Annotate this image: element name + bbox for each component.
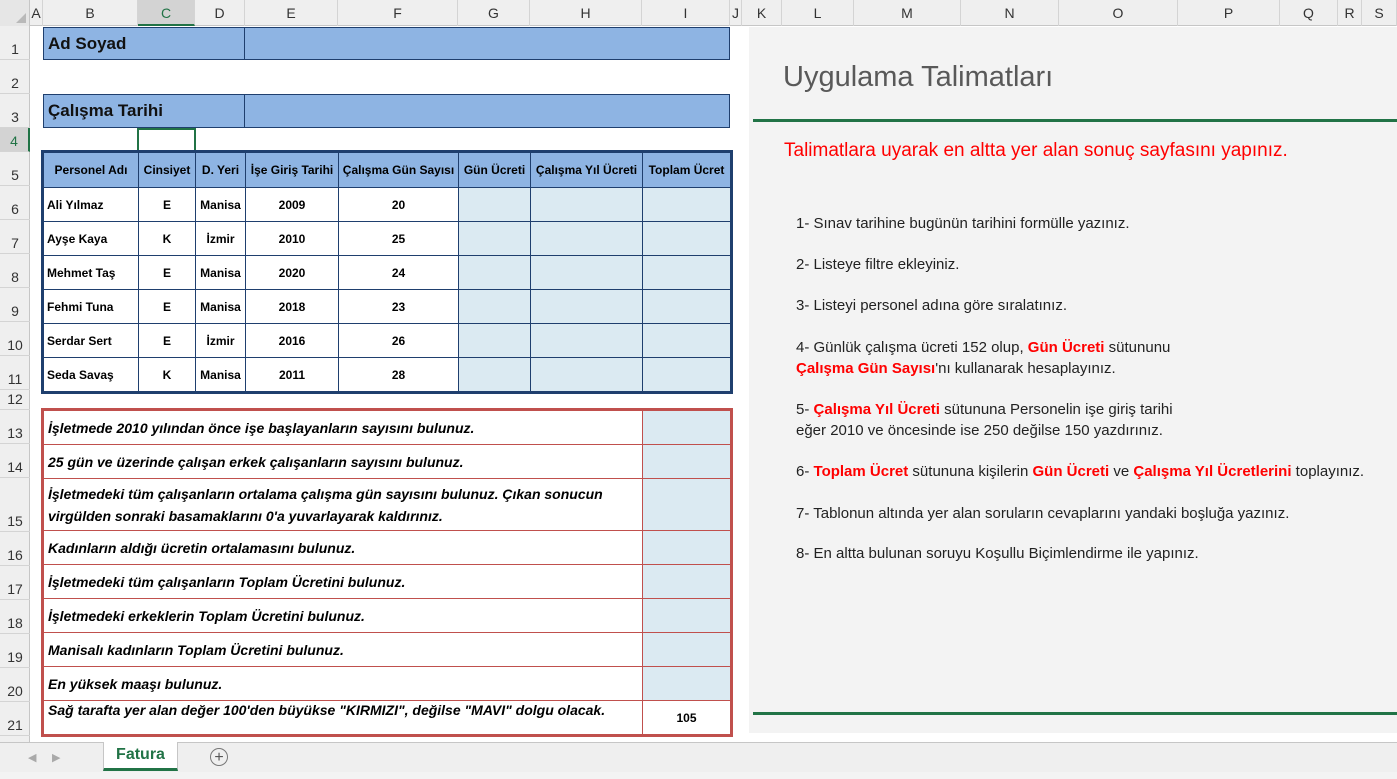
cell-total-wage[interactable] [643,290,731,324]
instruction-4-text: sütununu [1104,339,1171,356]
selected-cell-c4[interactable] [137,128,196,153]
name-input-cell[interactable] [244,27,730,60]
header-start-date[interactable]: İşe Giriş Tarihi [246,153,339,188]
cell-birthplace[interactable]: İzmir [196,222,246,256]
header-personnel-name[interactable]: Personel Adı [44,153,139,188]
table-row [44,256,731,290]
sheet-tab-fatura[interactable]: Fatura [103,742,178,771]
cell-name[interactable]: Fehmi Tuna [44,290,139,324]
column-header-d[interactable]: D [195,0,245,26]
column-header-r[interactable]: R [1338,0,1362,26]
column-header-j[interactable]: J [730,0,742,26]
answer-cell[interactable] [643,531,731,565]
answer-cell[interactable] [643,599,731,633]
cell-start-year[interactable]: 2020 [246,256,339,290]
answer-cell[interactable] [643,633,731,667]
cell-work-days[interactable]: 20 [339,188,459,222]
column-header-c[interactable]: C [138,0,195,26]
cell-gender[interactable]: K [139,222,196,256]
header-gender[interactable]: Cinsiyet [139,153,196,188]
cell-gender[interactable]: E [139,290,196,324]
panel-divider-top [753,119,1397,122]
cell-daily-wage[interactable] [459,290,531,324]
work-date-label-cell[interactable]: Çalışma Tarihi [43,94,246,128]
question-cell[interactable]: İşletmedeki tüm çalışanların Toplam Ücretini bulunuz. [44,565,643,599]
instruction-5 [796,399,1173,441]
question-cell[interactable]: Kadınların aldığı ücretin ortalamasını bulunuz. [44,531,643,565]
row-header-1[interactable]: 1 [0,26,30,60]
cell-daily-wage[interactable] [459,188,531,222]
cell-total-wage[interactable] [643,188,731,222]
question-row [44,599,731,633]
instruction-8: 8- En altta bulunan soruyu Koşullu Biçimlendirme ile yapınız. [796,545,1199,562]
row-header-9[interactable]: 9 [0,288,30,322]
header-birthplace[interactable]: D. Yeri [196,153,246,188]
row-header-6[interactable]: 6 [0,186,30,220]
answer-cell-value[interactable]: 105 [643,701,731,735]
column-header-q[interactable]: Q [1280,0,1338,26]
question-cell[interactable]: İşletmedeki tüm çalışanların ortalama çalışma gün sayısını bulunuz. Çıkan sonucun virgülden sonraki basamaklarını 0'a yuvarlayarak kaldırınız. [44,479,643,531]
instructions-panel [749,27,1397,733]
row-header-21[interactable]: 21 [0,702,30,736]
row-header-3[interactable]: 3 [0,94,30,128]
question-row [44,565,731,599]
instruction-4-highlight: Gün Ücreti [1027,339,1105,356]
select-all-corner[interactable] [0,0,30,26]
cell-start-year[interactable]: 2011 [246,358,339,392]
column-header-e[interactable]: E [245,0,338,26]
cell-total-wage[interactable] [643,256,731,290]
header-yearly-wage[interactable]: Çalışma Yıl Ücreti [531,153,643,188]
work-date-input-cell[interactable] [244,94,730,128]
row-header-11[interactable]: 11 [0,356,30,390]
question-row [44,411,731,445]
triangle-right-icon[interactable]: ▶ [52,752,61,764]
cell-yearly-wage[interactable] [531,324,643,358]
instruction-5-text: 5- [796,401,814,418]
column-header-f[interactable]: F [338,0,458,26]
instruction-4-highlight: Çalışma Gün Sayısı [796,360,936,377]
instruction-5-highlight: Çalışma Yıl Ücreti [813,401,940,418]
instruction-5-text: eğer 2010 ve öncesinde ise 250 değilse 150 yazdırınız. [796,422,1163,439]
column-header-bar [0,0,1397,26]
instruction-3: 3- Listeyi personel adına göre sıralatınız. [796,297,1067,314]
instruction-4-text: 4- Günlük çalışma ücreti 152 olup, [796,339,1028,356]
table-row [44,222,731,256]
column-header-i[interactable]: I [642,0,730,26]
table-row [44,188,731,222]
question-row [44,479,731,531]
question-cell[interactable]: İşletmede 2010 yılından önce işe başlayanların sayısını bulunuz. [44,411,643,445]
panel-divider-bottom [753,712,1397,715]
answer-cell[interactable] [643,667,731,701]
question-cell[interactable]: İşletmedeki erkeklerin Toplam Ücretini bulunuz. [44,599,643,633]
cell-work-days[interactable]: 24 [339,256,459,290]
column-header-a[interactable]: A [30,0,43,26]
question-row [44,633,731,667]
question-cell[interactable]: En yüksek maaşı bulunuz. [44,667,643,701]
cell-total-wage[interactable] [643,358,731,392]
row-header-10[interactable]: 10 [0,322,30,356]
question-cell[interactable]: 25 gün ve üzerinde çalışan erkek çalışanların sayısını bulunuz. [44,445,643,479]
row-header-20[interactable]: 20 [0,668,30,702]
cell-birthplace[interactable]: Manisa [196,358,246,392]
instruction-6 [796,461,1364,482]
panel-title: Uygulama Talimatları [783,61,1054,93]
table-header-row [44,153,731,188]
answer-cell[interactable] [643,445,731,479]
cell-gender[interactable]: K [139,358,196,392]
question-cell[interactable]: Manisalı kadınların Toplam Ücretini bulunuz. [44,633,643,667]
panel-subtitle: Talimatlara uyarak en altta yer alan sonuç sayfasını yapınız. [784,140,1288,161]
instruction-6-text: toplayınız. [1291,463,1365,480]
answer-cell[interactable] [643,479,731,531]
cell-birthplace[interactable]: İzmir [196,324,246,358]
table-row [44,290,731,324]
row-header-15[interactable]: 15 [0,478,30,532]
cell-yearly-wage[interactable] [531,290,643,324]
cell-name[interactable]: Mehmet Taş [44,256,139,290]
cell-daily-wage[interactable] [459,358,531,392]
triangle-left-icon[interactable]: ◀ [28,752,37,764]
cell-work-days[interactable]: 26 [339,324,459,358]
row-header-5[interactable]: 5 [0,152,30,186]
instruction-6-text: sütununa kişilerin [908,463,1033,480]
row-header-7[interactable]: 7 [0,220,30,254]
column-header-h[interactable]: H [530,0,642,26]
instruction-2: 2- Listeye filtre ekleyiniz. [796,256,960,273]
column-header-m[interactable]: M [854,0,961,26]
instruction-4 [796,337,1170,379]
cell-yearly-wage[interactable] [531,222,643,256]
question-row [44,701,731,735]
row-header-bar [0,26,30,742]
name-label-cell[interactable]: Ad Soyad [43,27,246,60]
row-header-12[interactable]: 12 [0,390,30,410]
row-header-4[interactable]: 4 [0,128,30,152]
questions-table [43,410,731,735]
row-header-17[interactable]: 17 [0,566,30,600]
cell-name[interactable]: Serdar Sert [44,324,139,358]
question-row [44,531,731,565]
question-cell[interactable]: Sağ tarafta yer alan değer 100'den büyükse "KIRMIZI", değilse "MAVI" dolgu olacak. [44,701,643,735]
cell-daily-wage[interactable] [459,222,531,256]
plus-circle-icon[interactable]: + [210,748,228,766]
cell-gender[interactable]: E [139,324,196,358]
personnel-table [43,152,731,392]
row-header-2[interactable]: 2 [0,60,30,94]
row-header-13[interactable]: 13 [0,410,30,444]
cell-start-year[interactable]: 2010 [246,222,339,256]
question-row [44,667,731,701]
cell-gender[interactable]: E [139,188,196,222]
cell-name[interactable]: Ali Yılmaz [44,188,139,222]
cell-gender[interactable]: E [139,256,196,290]
header-total-wage[interactable]: Toplam Ücret [643,153,731,188]
column-header-l[interactable]: L [782,0,854,26]
cell-yearly-wage[interactable] [531,358,643,392]
row-header-14[interactable]: 14 [0,444,30,478]
cell-total-wage[interactable] [643,324,731,358]
cell-birthplace[interactable]: Manisa [196,290,246,324]
cell-total-wage[interactable] [643,222,731,256]
instruction-5-text: sütununa Personelin işe giriş tarihi [939,401,1173,418]
table-row [44,358,731,392]
instruction-6-highlight: Çalışma Yıl Ücretlerini [1133,463,1292,480]
table-row [44,324,731,358]
row-header-19[interactable]: 19 [0,634,30,668]
column-header-s[interactable]: S [1362,0,1397,26]
status-bar [0,772,1397,779]
cell-work-days[interactable]: 23 [339,290,459,324]
cell-name[interactable]: Seda Savaş [44,358,139,392]
column-header-b[interactable]: B [43,0,138,26]
instruction-6-highlight: Toplam Ücret [813,463,909,480]
cell-daily-wage[interactable] [459,256,531,290]
column-header-o[interactable]: O [1059,0,1178,26]
column-header-n[interactable]: N [961,0,1059,26]
cell-name[interactable]: Ayşe Kaya [44,222,139,256]
cell-yearly-wage[interactable] [531,188,643,222]
column-header-g[interactable]: G [458,0,530,26]
cell-start-year[interactable]: 2009 [246,188,339,222]
cell-work-days[interactable]: 28 [339,358,459,392]
question-row [44,445,731,479]
column-header-k[interactable]: K [742,0,782,26]
instruction-7: 7- Tablonun altında yer alan soruların cevaplarını yandaki boşluğa yazınız. [796,505,1290,522]
cell-start-year[interactable]: 2018 [246,290,339,324]
header-daily-wage[interactable]: Gün Ücreti [459,153,531,188]
cell-birthplace[interactable]: Manisa [196,256,246,290]
cell-daily-wage[interactable] [459,324,531,358]
answer-cell[interactable] [643,411,731,445]
column-header-p[interactable]: P [1178,0,1280,26]
answer-cell[interactable] [643,565,731,599]
instruction-1: 1- Sınav tarihine bugünün tarihini formülle yazınız. [796,215,1130,232]
cell-yearly-wage[interactable] [531,256,643,290]
instruction-6-text: 6- [796,463,814,480]
row-header-8[interactable]: 8 [0,254,30,288]
cell-birthplace[interactable]: Manisa [196,188,246,222]
row-header-16[interactable]: 16 [0,532,30,566]
header-work-days[interactable]: Çalışma Gün Sayısı [339,153,459,188]
row-header-18[interactable]: 18 [0,600,30,634]
instruction-6-text: ve [1109,463,1134,480]
cell-work-days[interactable]: 25 [339,222,459,256]
cell-start-year[interactable]: 2016 [246,324,339,358]
instruction-6-highlight: Gün Ücreti [1032,463,1110,480]
select-all-triangle-icon [16,13,26,23]
instruction-4-text: 'nı kullanarak hesaplayınız. [935,360,1116,377]
